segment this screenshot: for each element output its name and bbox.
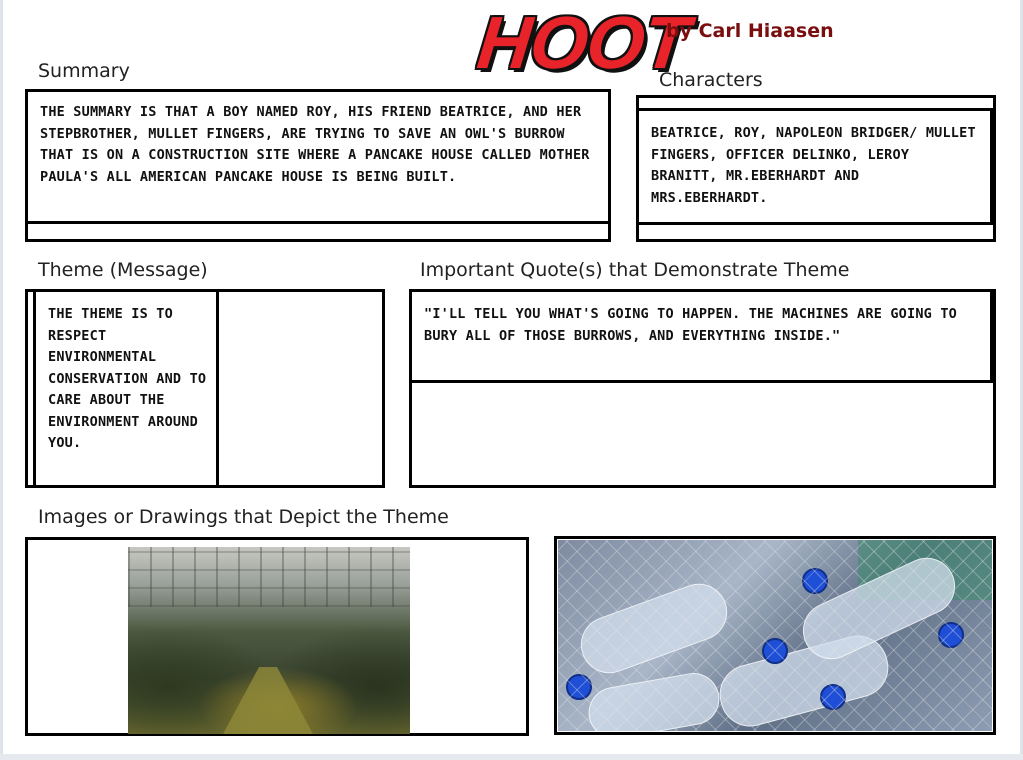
plastic-bottles-image[interactable]	[558, 540, 992, 731]
quote-panel[interactable]	[409, 289, 996, 488]
conservatory-image[interactable]	[128, 547, 410, 734]
theme-text: THE THEME IS TO RESPECT ENVIRONMENTAL CONSERVATION AND TO CARE ABOUT THE ENVIRONMENT AROUND YOU.	[48, 306, 207, 451]
summary-panel[interactable]	[25, 89, 611, 242]
characters-text: BEATRICE, ROY, NAPOLEON BRIDGER/ MULLET FINGERS, OFFICER DELINKO, LEROY BRANITT, MR.EBERHARDT AND MRS.EBERHARDT.	[651, 125, 976, 206]
book-author: by Carl Hiaasen	[666, 20, 834, 42]
quote-label: Important Quote(s) that Demonstrate Theme	[420, 259, 850, 281]
characters-text-box[interactable]	[636, 108, 993, 225]
book-title: HOOT	[473, 1, 693, 84]
page-edge-bottom	[0, 754, 1023, 760]
fishing-net	[558, 540, 992, 731]
theme-text-box[interactable]	[33, 289, 219, 488]
quote-text-box[interactable]	[409, 289, 993, 383]
summary-text: THE SUMMARY IS THAT A BOY NAMED ROY, HIS FRIEND BEATRICE, AND HER STEPBROTHER, MULLET FINGERS, ARE TRYING TO SAVE AN OWL'S BURROW THAT IS ON A CONSTRUCTION SITE WHERE A PANCAKE HOUSE CALLED MOTHER PAULA'S ALL AMERICAN PANCAKE HOUSE IS BEING BUILT.	[40, 104, 590, 185]
images-label: Images or Drawings that Depict the Theme	[38, 506, 449, 528]
page-edge-left	[0, 0, 3, 760]
quote-text: "I'LL TELL YOU WHAT'S GOING TO HAPPEN. THE MACHINES ARE GOING TO BURY ALL OF THOSE BURROWS, AND EVERYTHING INSIDE."	[424, 306, 957, 344]
theme-label: Theme (Message)	[38, 259, 208, 281]
summary-label: Summary	[38, 60, 130, 82]
summary-text-box[interactable]	[25, 89, 611, 224]
glass-roof	[128, 547, 410, 607]
characters-panel[interactable]	[636, 95, 996, 242]
garden-path	[223, 667, 313, 734]
theme-panel[interactable]	[25, 289, 385, 488]
characters-label: Characters	[659, 69, 763, 91]
